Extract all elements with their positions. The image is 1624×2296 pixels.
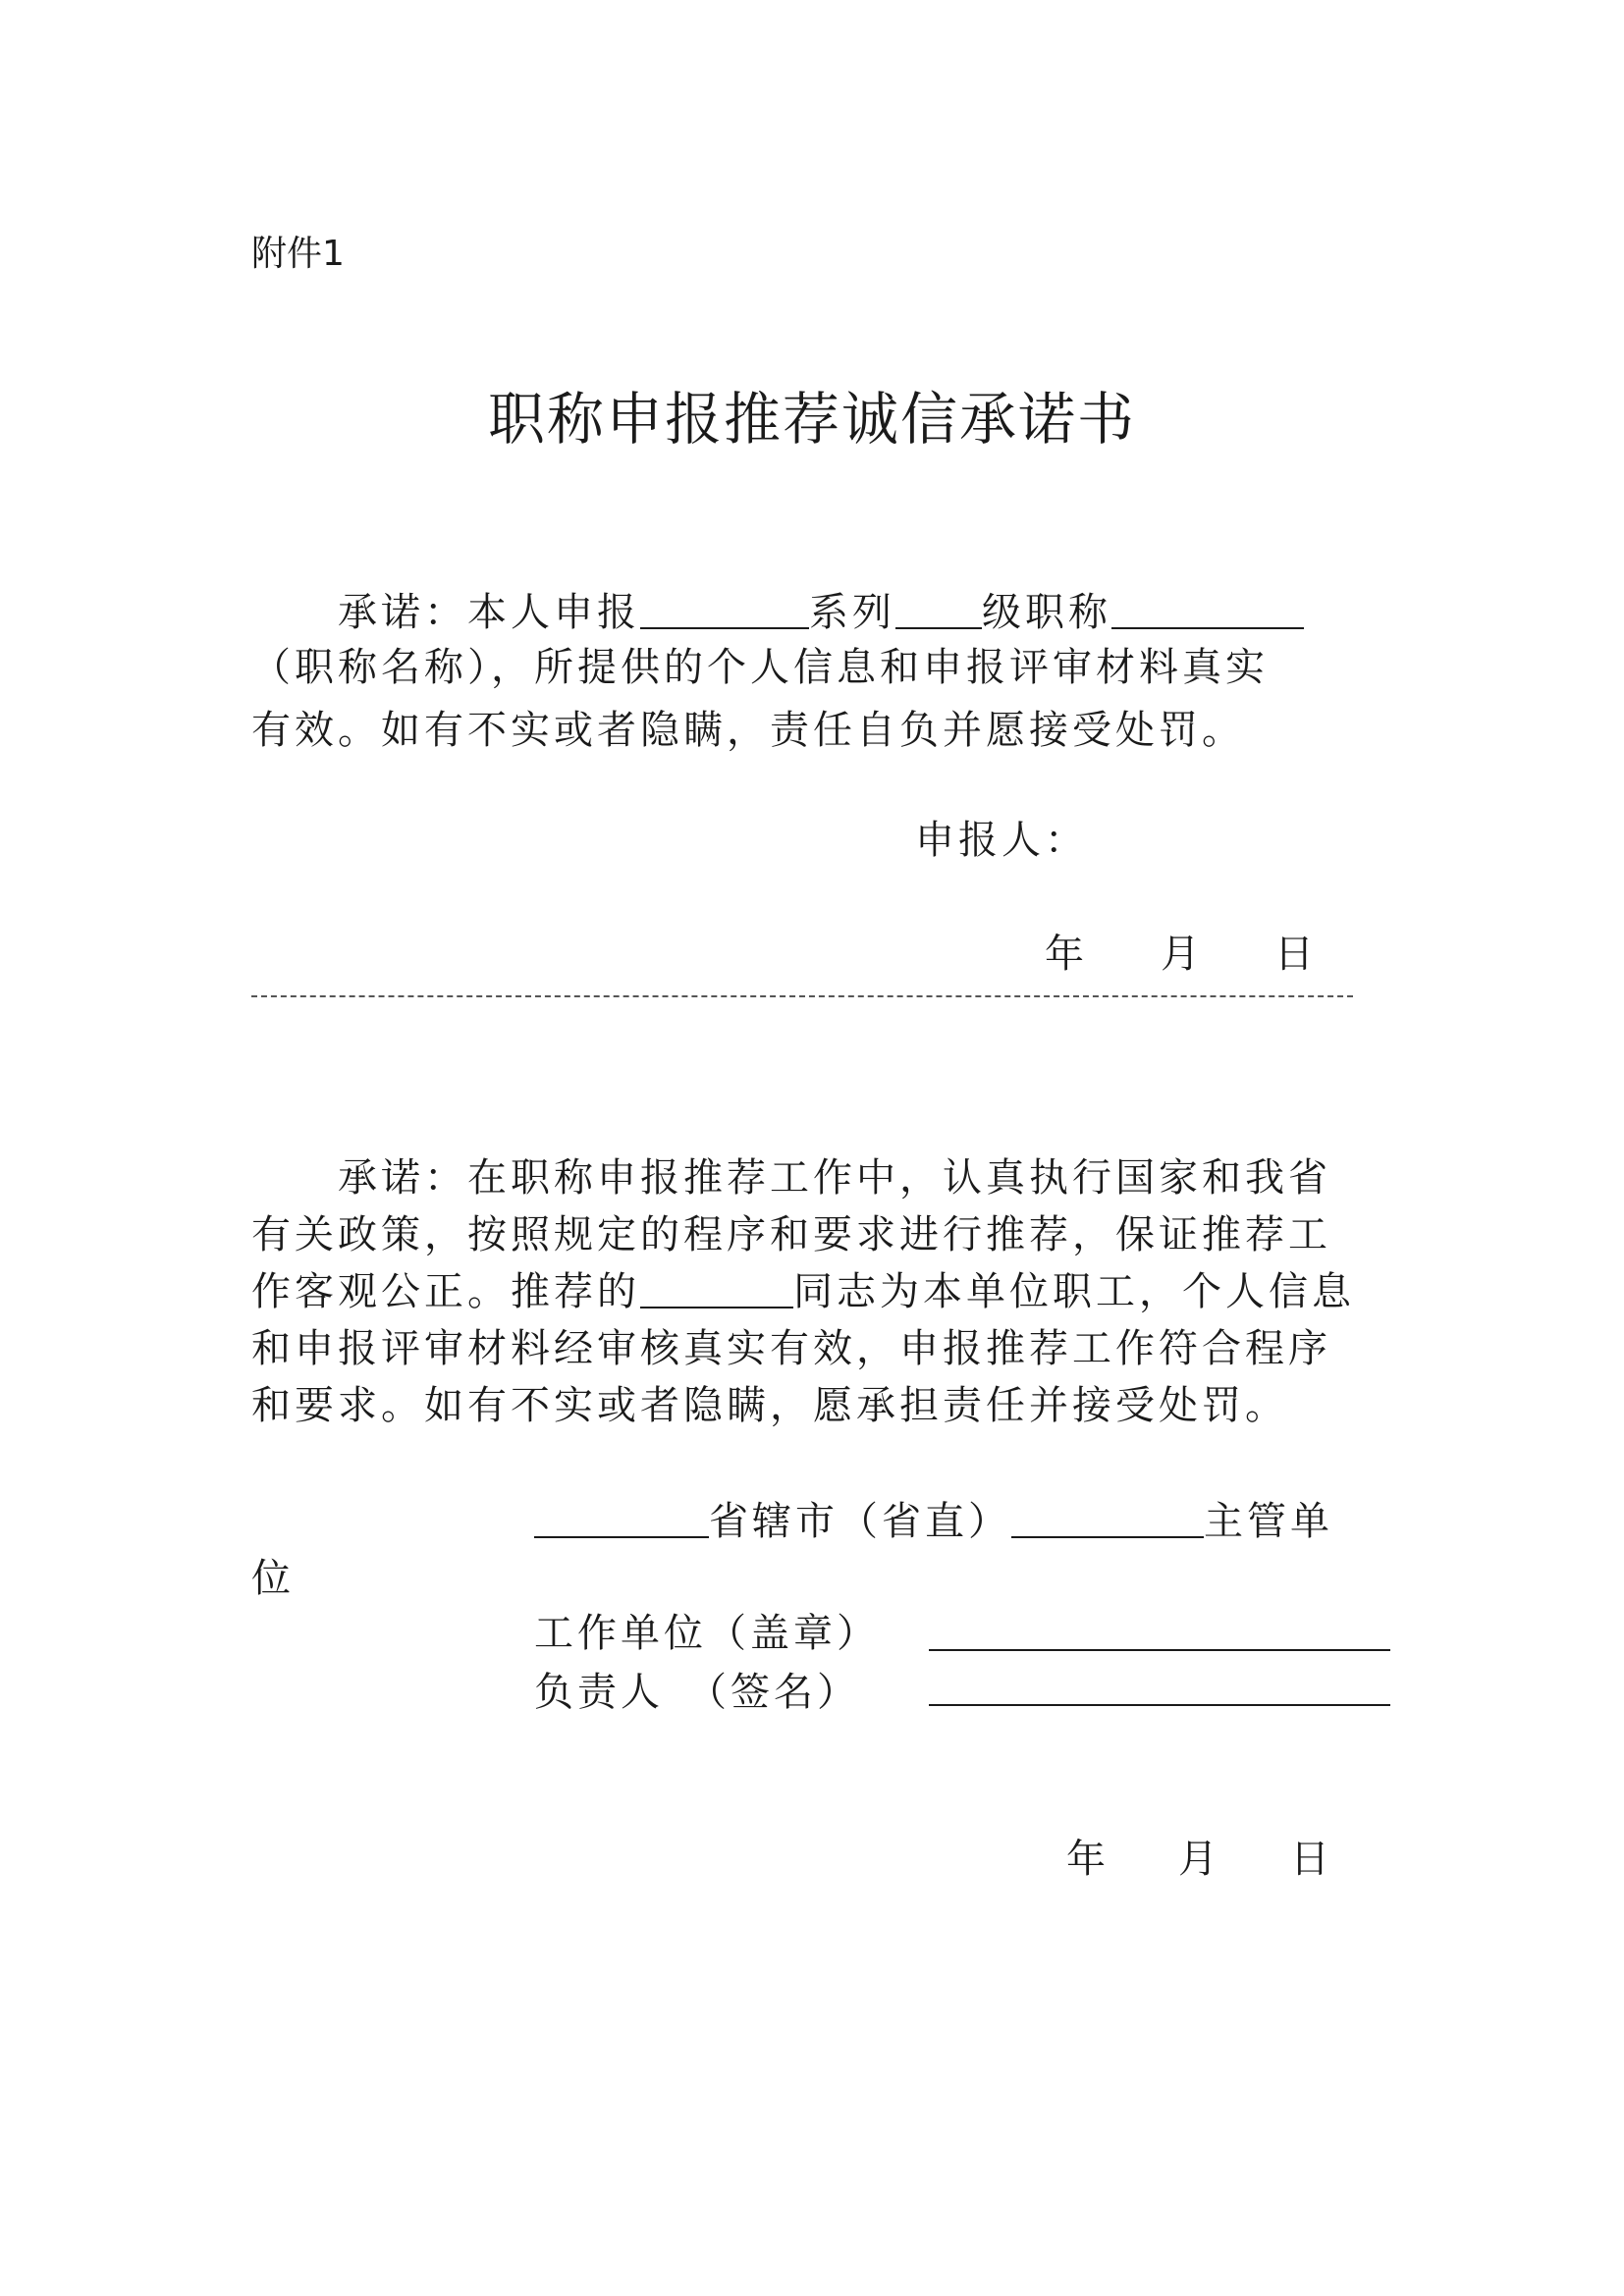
work-unit-seal-line[interactable]: [929, 1649, 1390, 1651]
pledge1-line1: [338, 581, 1304, 637]
work-unit-label: 工作单位（盖章）: [534, 1611, 880, 1656]
signature-line[interactable]: [929, 1704, 1390, 1706]
nominee-name-blank[interactable]: [640, 1271, 793, 1308]
pledge1-line2: （职称名称），所提供的个人信息和申报评审材料真实: [251, 645, 1269, 690]
series-blank[interactable]: [640, 592, 809, 629]
date-year: 年: [1045, 932, 1088, 977]
date-day: 日: [1290, 1837, 1333, 1882]
pledge2-line3: [251, 1260, 1355, 1316]
pledge1-date: [1045, 923, 1318, 979]
title-name-blank[interactable]: [1111, 592, 1304, 629]
pledge1-text-b: 系列: [809, 590, 895, 635]
pledge2-line2: 有关政策，按照规定的程序和要求进行推荐，保证推荐工: [251, 1212, 1331, 1257]
pledge1-text-c: 级职称: [982, 590, 1111, 635]
level-blank[interactable]: [895, 592, 982, 629]
pledge2-line5: 和要求。如有不实或者隐瞒，愿承担责任并接受处罚。: [251, 1383, 1288, 1428]
pledge1-line3: 有效。如有不实或者隐瞒，责任自负并愿接受处罚。: [251, 708, 1245, 753]
unit-line: [534, 1490, 1333, 1546]
date-month: 月: [1178, 1837, 1221, 1882]
city-blank[interactable]: [534, 1501, 709, 1538]
pledge2-text-a: 作客观公正。推荐的: [251, 1269, 640, 1314]
attachment-label: 附件1: [251, 234, 345, 274]
applicant-label: 申报人：: [915, 818, 1088, 863]
pledge2-date: [1066, 1828, 1333, 1884]
date-day: 日: [1274, 932, 1318, 977]
unit-text-a: 省辖市（省直）: [709, 1499, 1011, 1544]
document-title: 职称申报推荐诚信承诺书: [487, 386, 1136, 453]
unit-text-b: 主管单: [1204, 1499, 1333, 1544]
section-divider: [251, 995, 1353, 997]
pledge2-line4: 和申报评审材料经审核真实有效，申报推荐工作符合程序: [251, 1326, 1331, 1371]
authority-blank[interactable]: [1011, 1501, 1204, 1538]
person-in-charge-label: 负责人 （签名）: [534, 1670, 860, 1715]
date-year: 年: [1066, 1837, 1110, 1882]
date-month: 月: [1161, 932, 1204, 977]
pledge2-text-b: 同志为本单位职工，个人信息: [793, 1269, 1355, 1314]
pledge1-text-a: 承诺：本人申报: [338, 590, 640, 635]
pledge2-line1: 承诺：在职称申报推荐工作中，认真执行国家和我省: [338, 1155, 1331, 1201]
unit-line-wrap: 位: [251, 1556, 295, 1601]
